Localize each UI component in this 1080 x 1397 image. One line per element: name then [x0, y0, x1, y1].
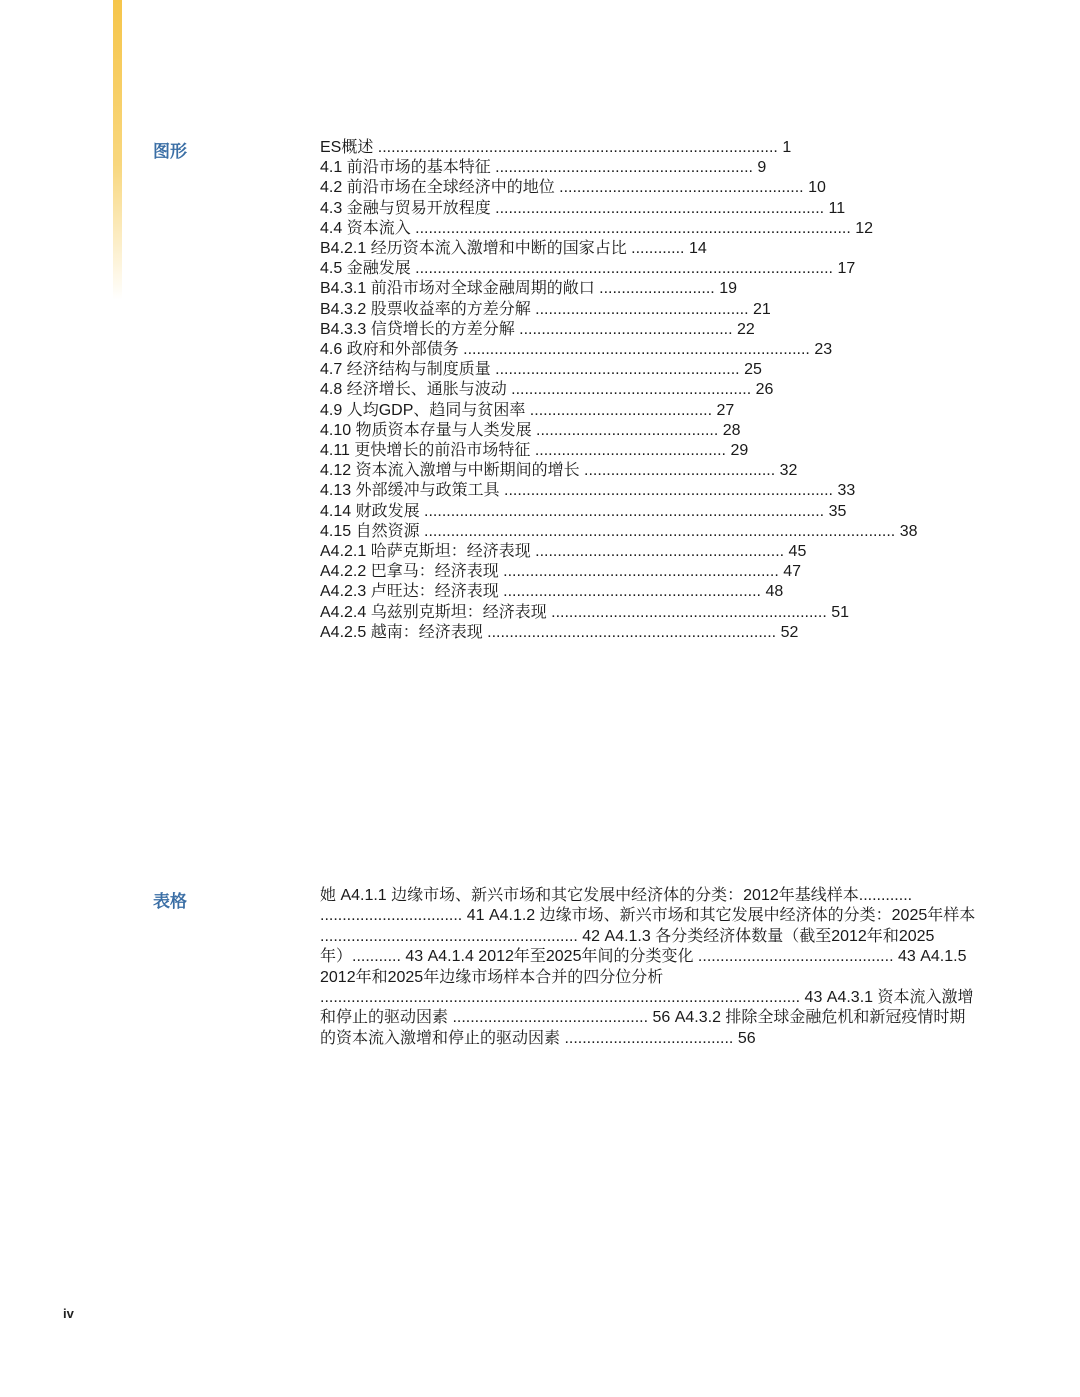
tables-toc-paragraph: 她 A4.1.1 边缘市场、新兴市场和其它发展中经济体的分类：2012年基线样本............ ................................ 41 A4.1.2 边缘市场、新兴市场和其它发展中经济体的分类：2025年样本 .......................................................... 42 A4.1.3 各分类经济体数量（截至2012年和2025年）........... 43 A4.1.4 2012年至2025年间的分类变化 ............................................ 43 A4.1.5 2012年和2025年边缘市场样本合并的四分位分析 ............................................................................................................ 43 A4.3.1 资本流入激增和停止的驱动因素 ............................................ 56 A4.3.2 排除全球金融危机和新冠疫情时期的资本流入激增和停止的驱动因素 ...................................... 56	[320, 887, 976, 1047]
toc-entry[interactable]	[320, 380, 920, 400]
toc-entry[interactable]	[320, 360, 920, 380]
toc-entry-title: 4.10 物质资本存量与人类发展 .........................................	[320, 421, 719, 439]
toc-entry-title: 4.8 经济增长、通胀与波动 ......................................................	[320, 381, 752, 399]
toc-entry-title: 4.6 政府和外部债务 ..............................................................................	[320, 341, 810, 359]
toc-entry-page: 10	[808, 179, 826, 197]
toc-entry-title: B4.3.3 信贷增长的方差分解 ................................................	[320, 320, 733, 338]
toc-entry[interactable]	[320, 178, 920, 198]
toc-entry-page: 38	[899, 522, 918, 540]
toc-entry[interactable]	[320, 279, 920, 299]
toc-entry-page: 27	[716, 401, 735, 419]
toc-entry[interactable]	[320, 623, 920, 643]
toc-entry-page: 26	[755, 381, 774, 399]
toc-entry-page: 23	[814, 341, 833, 359]
toc-entry[interactable]	[320, 441, 920, 461]
toc-entry[interactable]	[320, 219, 920, 239]
toc-entry-page: 32	[779, 462, 798, 480]
toc-entry-title: B4.3.2 股票收益率的方差分解 ................................................	[320, 300, 749, 318]
toc-entry-title: 4.11 更快增长的前沿市场特征 ...........................................	[320, 442, 726, 460]
tables-heading: 表格	[153, 892, 187, 911]
toc-entry[interactable]	[320, 401, 920, 421]
toc-entry[interactable]	[320, 542, 920, 562]
toc-entry-page: 48	[765, 583, 784, 601]
toc-entry-title: 4.5 金融发展 ..............................................................................................	[320, 260, 833, 278]
toc-entry-page: 33	[837, 482, 856, 500]
toc-entry[interactable]	[320, 522, 920, 542]
toc-entry[interactable]	[320, 158, 920, 178]
toc-entry[interactable]	[320, 461, 920, 481]
toc-entry-title: ES概述 ..........................................................................................	[320, 139, 778, 156]
toc-entry-page: 1	[782, 139, 792, 156]
toc-entry-title: 4.12 资本流入激增与中断期间的增长 ...........................................	[320, 462, 776, 480]
toc-entry[interactable]	[320, 320, 920, 340]
toc-entry-title: 4.9 人均GDP、趋同与贫困率 .........................................	[320, 401, 713, 419]
toc-entry-page: 11	[828, 199, 846, 217]
toc-entry-page: 47	[783, 563, 802, 581]
toc-entry-title: A4.2.2 巴拿马：经济表现 ..............................................................	[320, 563, 779, 581]
toc-entry[interactable]	[320, 502, 920, 522]
toc-entry-page: 12	[855, 219, 874, 237]
toc-entry-title: B4.3.1 前沿市场对全球金融周期的敞口 ..........................	[320, 280, 715, 298]
toc-entry-page: 45	[788, 543, 807, 561]
toc-entry-page: 19	[719, 280, 737, 298]
toc-entry-page: 9	[757, 159, 767, 177]
toc-entry[interactable]	[320, 138, 920, 158]
accent-bar	[113, 0, 122, 300]
toc-entry-page: 14	[688, 240, 707, 258]
toc-entry-page: 25	[744, 361, 762, 379]
toc-entry[interactable]	[320, 340, 920, 360]
toc-entry[interactable]	[320, 582, 920, 602]
toc-entry-page: 22	[736, 320, 755, 338]
figures-heading: 图形	[153, 142, 187, 161]
page-number: iv	[63, 1306, 74, 1321]
toc-entry-title: A4.2.5 越南：经济表现 .................................................................	[320, 623, 777, 641]
toc-entry-title: A4.2.3 卢旺达：经济表现 ..........................................................	[320, 583, 761, 601]
toc-entry-page: 51	[831, 603, 850, 621]
toc-entry-page: 29	[730, 442, 749, 460]
toc-entry[interactable]	[320, 421, 920, 441]
toc-entry-title: B4.2.1 经历资本流入激增和中断的国家占比 ............	[320, 240, 685, 258]
toc-entry-title: 4.7 经济结构与制度质量 .......................................................	[320, 361, 740, 379]
toc-entry-title: 4.1 前沿市场的基本特征 ..........................................................	[320, 159, 753, 177]
figures-toc	[320, 138, 920, 643]
toc-entry-title: 4.14 财政发展 ..........................................................................................	[320, 502, 825, 520]
toc-entry[interactable]	[320, 199, 920, 219]
toc-entry-page: 35	[828, 502, 847, 520]
toc-entry-title: 4.2 前沿市场在全球经济中的地位 .......................................................	[320, 179, 804, 197]
toc-entry[interactable]	[320, 603, 920, 623]
toc-entry-title: 4.4 资本流入 ..................................................................................................	[320, 219, 851, 237]
toc-entry-page: 21	[752, 300, 771, 318]
toc-entry-page: 52	[780, 623, 799, 641]
toc-entry[interactable]	[320, 562, 920, 582]
toc-entry-page: 28	[722, 421, 741, 439]
toc-entry[interactable]	[320, 259, 920, 279]
toc-entry-title: 4.13 外部缓冲与政策工具 ..........................................................................	[320, 482, 833, 500]
toc-entry-title: 4.15 自然资源 ..........................................................................................................	[320, 522, 896, 540]
toc-entry-title: A4.2.4 乌兹别克斯坦：经济表现 ..............................................................	[320, 603, 827, 621]
toc-entry[interactable]	[320, 300, 920, 320]
toc-entry-page: 17	[837, 260, 856, 278]
toc-entry[interactable]	[320, 481, 920, 501]
toc-entry-title: 4.3 金融与贸易开放程度 ..........................................................................	[320, 199, 825, 217]
toc-entry-title: A4.2.1 哈萨克斯坦：经济表现 ........................................................	[320, 543, 785, 561]
toc-entry[interactable]	[320, 239, 920, 259]
